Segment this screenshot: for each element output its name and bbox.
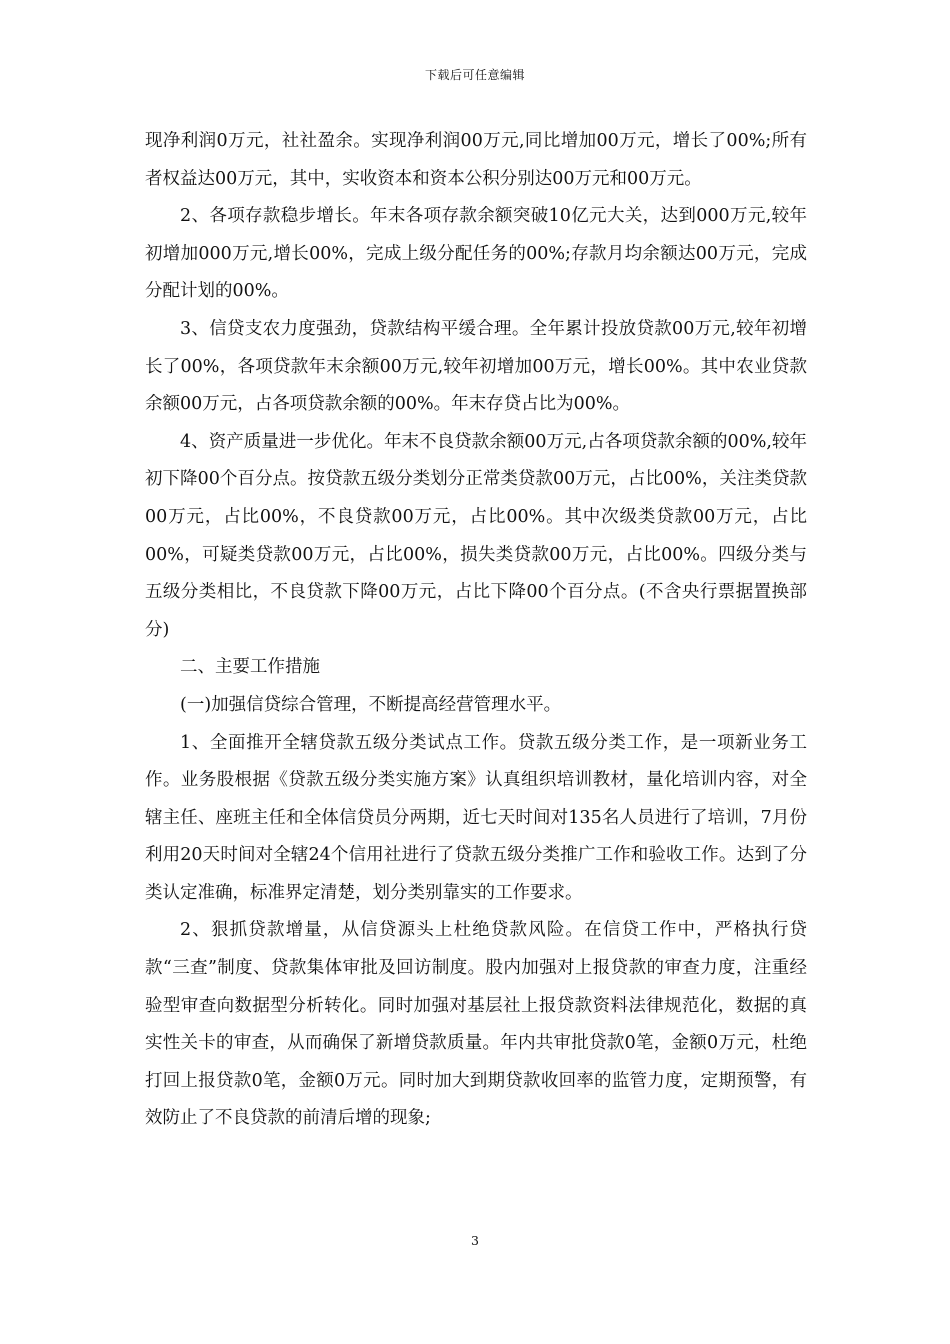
section-heading: 二、主要工作措施 — [180, 657, 320, 678]
page-number: 3 — [471, 1233, 479, 1248]
page-header: 下载后可任意编辑 — [424, 68, 525, 82]
subsection-heading: (一)加强信贷综合管理，不断提高经营管理水平。 — [180, 694, 562, 715]
paragraph-credit: 3、信贷支农力度强劲，贷款结构平缓合理。全年累计投放贷款00万元,较年初增长了00%，各项贷款年末余额00万元,较年初增加00万元，增长00%。其中农业贷款余额00万元，占各项贷款余额的00%。年末存贷占比为00%。 — [145, 318, 807, 415]
paragraph-classification: 1、全面推开全辖贷款五级分类试点工作。贷款五级分类工作，是一项新业务工作。业务股根据《贷款五级分类实施方案》认真组织培训教材，量化培训内容，对全辖主任、座班主任和全体信贷员分两期，近七天时间对135名人员进行了培训，7月份利用20天时间对全辖24个信用社进行了贷款五级分类推广工作和验收工作。达到了分类认定准确，标准界定清楚，划分类别靠实的工作要求。 — [145, 732, 807, 903]
paragraph-net-profit: 现净利润0万元，社社盈余。实现净利润00万元,同比增加00万元，增长了00%;所有者权益达00万元，其中，实收资本和资本公积分别达00万元和00万元。 — [145, 131, 807, 189]
paragraph-loan-increment: 2、狠抓贷款增量，从信贷源头上杜绝贷款风险。在信贷工作中，严格执行贷款“三查”制度、贷款集体审批及回访制度。股内加强对上报贷款的审查力度，注重经验型审查向数据型分析转化。同时加强对基层社上报贷款资料法律规范化，数据的真实性关卡的审查，从而确保了新增贷款质量。年内共审批贷款0笔，金额0万元，杜绝打回上报贷款0笔，金额0万元。同时加大到期贷款收回率的监管力度，定期预警，有效防止了不良贷款的前清后增的现象; — [145, 920, 807, 1129]
paragraph-deposits: 2、各项存款稳步增长。年末各项存款余额突破10亿元大关，达到000万元,较年初增加000万元,增长00%，完成上级分配任务的00%;存款月均余额达00万元，完成分配计划的00%。 — [145, 206, 807, 302]
document-body — [145, 123, 807, 1138]
paragraph-asset-quality: 4、资产质量进一步优化。年末不良贷款余额00万元,占各项贷款余额的00%,较年初下降00个百分点。按贷款五级分类划分正常类贷款00万元，占比00%，关注类贷款00万元，占比00%，不良贷款00万元，占比00%。其中次级类贷款00万元，占比00%，可疑类贷款00万元，占比00%，损失类贷款00万元，占比00%。四级分类与五级分类相比，不良贷款下降00万元，占比下降00个百分点。(不含央行票据置换部分) — [145, 431, 807, 640]
